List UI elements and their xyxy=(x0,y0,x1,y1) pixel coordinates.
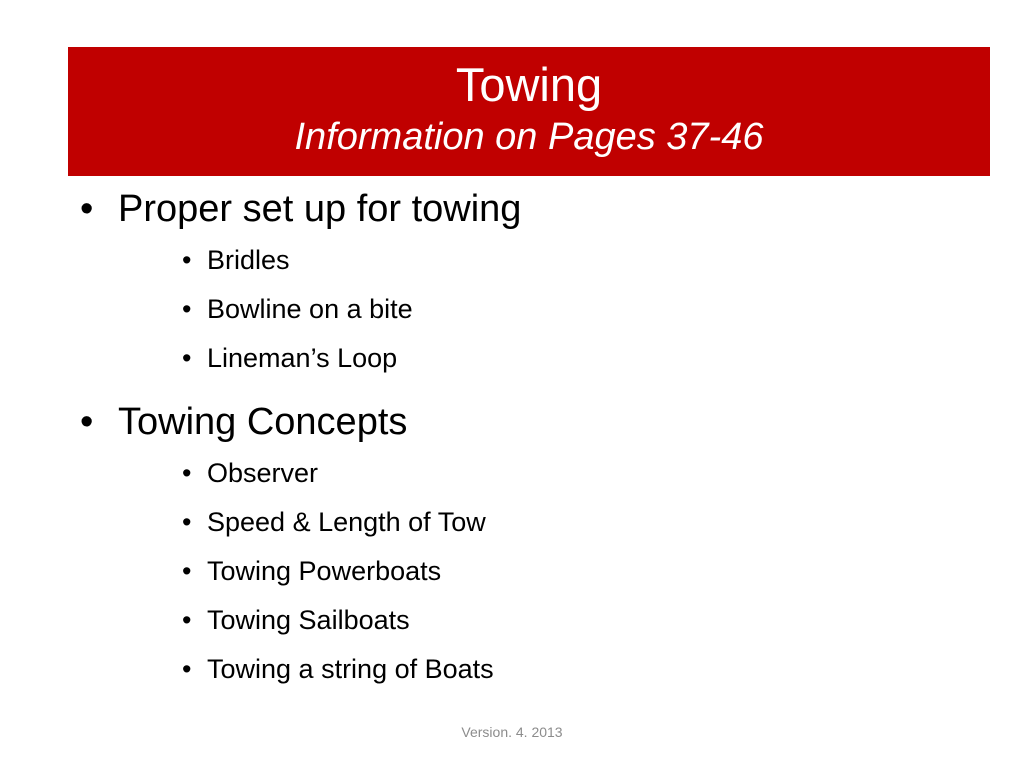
sub-bullet-text: Towing a string of Boats xyxy=(207,654,494,684)
sub-bullet-text: Observer xyxy=(207,458,319,488)
bullet-icon: • xyxy=(182,458,192,488)
sub-bullet-item xyxy=(78,236,978,285)
sub-bullet-text: Lineman’s Loop xyxy=(207,343,398,373)
sub-bullet-item xyxy=(78,645,978,694)
bullet-heading xyxy=(78,184,978,234)
bullet-icon: • xyxy=(80,188,94,230)
sub-bullet-item xyxy=(78,285,978,334)
sub-bullet-item xyxy=(78,334,978,383)
sub-bullet-item xyxy=(78,449,978,498)
bullet-icon: • xyxy=(182,507,192,537)
section-setup xyxy=(78,184,978,383)
sub-bullet-text: Towing Powerboats xyxy=(207,556,442,586)
sub-bullet-item xyxy=(78,596,978,645)
slide-body xyxy=(78,184,978,708)
sub-bullet-text: Bowline on a bite xyxy=(207,294,413,324)
bullet-icon: • xyxy=(182,343,192,373)
sub-bullet-item xyxy=(78,498,978,547)
slide-title: Towing xyxy=(455,58,603,111)
bullet-icon: • xyxy=(80,401,94,443)
version-footer: Version. 4. 2013 xyxy=(461,724,563,740)
sub-bullet-item xyxy=(78,547,978,596)
bullet-icon: • xyxy=(182,556,192,586)
section-concepts xyxy=(78,397,978,694)
sub-bullet-text: Bridles xyxy=(207,245,290,275)
bullet-heading xyxy=(78,397,978,447)
slide-subtitle: Information on Pages 37-46 xyxy=(294,116,764,158)
sub-bullet-list xyxy=(78,449,978,694)
sub-bullet-text: Speed & Length of Tow xyxy=(207,507,486,537)
bullet-icon: • xyxy=(182,605,192,635)
bullet-icon: • xyxy=(182,654,192,684)
bullet-icon: • xyxy=(182,245,192,275)
bullet-icon: • xyxy=(182,294,192,324)
bullet-heading-text: Towing Concepts xyxy=(118,401,408,443)
sub-bullet-text: Towing Sailboats xyxy=(207,605,410,635)
sub-bullet-list xyxy=(78,236,978,383)
bullet-heading-text: Proper set up for towing xyxy=(118,188,522,230)
title-banner xyxy=(68,47,990,176)
